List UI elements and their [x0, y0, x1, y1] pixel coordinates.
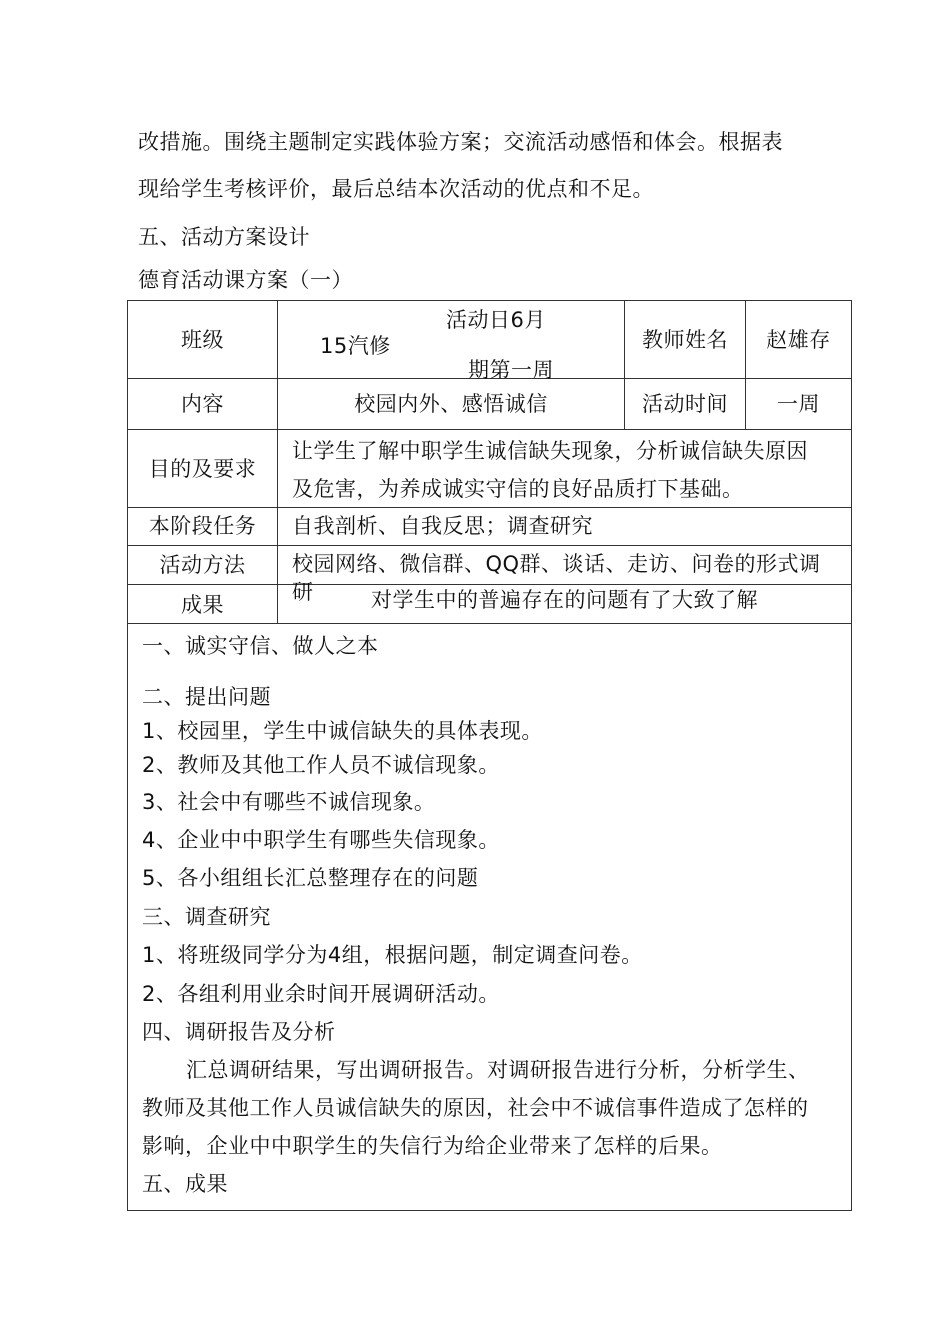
- content-label: 内容: [181, 392, 224, 416]
- activity-date-bottom: 期第一周: [468, 358, 554, 382]
- section-3-heading: 三、调查研究: [142, 905, 271, 929]
- teacher-name-label: 教师姓名: [642, 328, 728, 352]
- section-2-item: 1、校园里，学生中诚信缺失的具体表现。: [142, 719, 543, 743]
- section-3-item: 2、各组利用业余时间开展调研活动。: [142, 982, 500, 1006]
- method-label: 活动方法: [159, 553, 246, 577]
- purpose-line-2: 及危害，为养成诚实守信的良好品质打下基础。: [292, 477, 744, 501]
- stage-task-label: 本阶段任务: [148, 514, 257, 538]
- stage-task-value: 自我剖析、自我反思；调查研究: [292, 514, 593, 538]
- class-value: 15汽修: [320, 334, 391, 358]
- intro-line-1: 改措施。围绕主题制定实践体验方案；交流活动感悟和体会。根据表: [138, 130, 783, 154]
- purpose-label: 目的及要求: [148, 457, 257, 481]
- activity-time-label: 活动时间: [642, 392, 728, 416]
- section-4-paragraph-line: 汇总调研结果，写出调研报告。对调研报告进行分析，分析学生、: [186, 1058, 810, 1082]
- section-4-heading: 四、调研报告及分析: [142, 1020, 336, 1044]
- section-2-item: 2、教师及其他工作人员不诚信现象。: [142, 753, 500, 777]
- content-value: 校园内外、感悟诚信: [354, 392, 548, 416]
- section-2-heading: 二、提出问题: [142, 685, 271, 709]
- section-heading: 五、活动方案设计: [138, 225, 310, 249]
- activity-time-value: 一周: [777, 392, 820, 416]
- section-4-paragraph-line: 影响，企业中中职学生的失信行为给企业带来了怎样的后果。: [142, 1134, 723, 1158]
- section-5-heading: 五、成果: [142, 1172, 228, 1196]
- purpose-line-1: 让学生了解中职学生诚信缺失现象，分析诚信缺失原因: [292, 439, 808, 463]
- activity-date-top: 活动日6月: [446, 308, 546, 332]
- result-label: 成果: [181, 593, 224, 617]
- method-value: 校园网络、微信群、QQ群、谈话、走访、问卷的形式调研: [292, 552, 821, 604]
- result-value: 对学生中的普遍存在的问题有了大致了解: [371, 588, 758, 612]
- section-2-item: 5、各小组组长汇总整理存在的问题: [142, 866, 479, 890]
- section-4-paragraph-line: 教师及其他工作人员诚信缺失的原因，社会中不诚信事件造成了怎样的: [142, 1096, 809, 1120]
- section-2-item: 3、社会中有哪些不诚信现象。: [142, 790, 436, 814]
- teacher-name-value: 赵雄存: [766, 328, 831, 352]
- table-title: 德育活动课方案（一）: [138, 268, 353, 292]
- section-3-item: 1、将班级同学分为4组，根据问题，制定调查问卷。: [142, 943, 643, 967]
- section-2-item: 4、企业中中职学生有哪些失信现象。: [142, 828, 500, 852]
- class-label: 班级: [181, 328, 224, 352]
- section-1-heading: 一、诚实守信、做人之本: [142, 634, 379, 658]
- intro-line-2: 现给学生考核评价，最后总结本次活动的优点和不足。: [138, 177, 654, 201]
